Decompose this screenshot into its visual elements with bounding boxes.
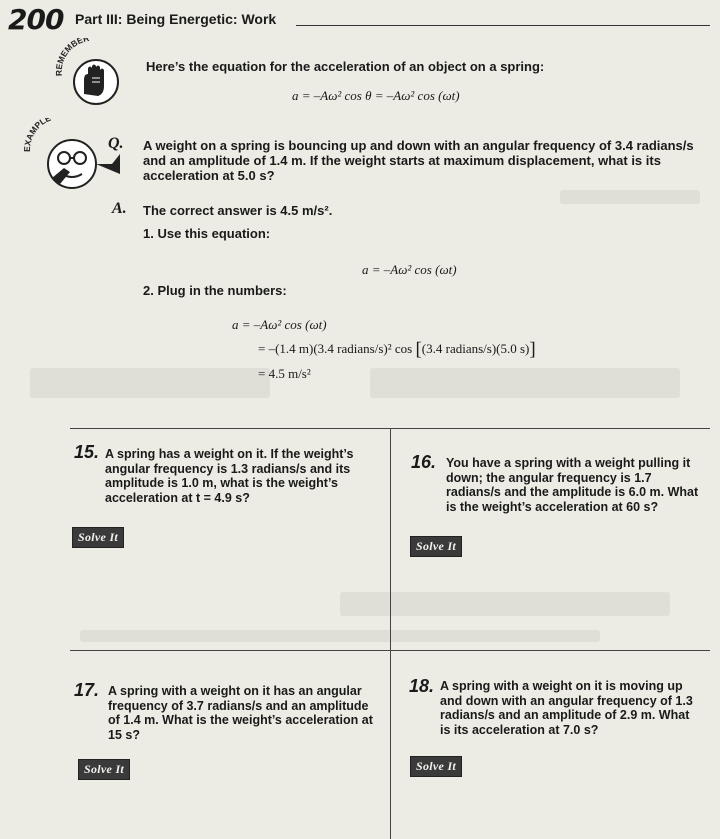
remember-text: Here’s the equation for the acceleration of an object on a spring: bbox=[146, 59, 545, 74]
example-question: A weight on a spring is bouncing up and down with an angular frequency of 3.4 radians/s and an amplitude of 1.4 m. If the weight starts at maximum displacement, what is its acceleration at 5.0 s? bbox=[143, 138, 694, 183]
example-label: AMPLE bbox=[24, 118, 53, 142]
step-1: 1. Use this equation: bbox=[143, 226, 271, 241]
calc-line-2-prefix: = –(1.4 m)(3.4 radians/s)² cos bbox=[258, 341, 413, 356]
answer-intro: The correct answer is 4.5 m/s². bbox=[143, 203, 333, 218]
exercise-18-solve-button[interactable]: Solve It bbox=[410, 756, 462, 777]
part-title: Part III: Being Energetic: Work bbox=[75, 11, 277, 27]
exercise-16-solve-button[interactable]: Solve It bbox=[410, 536, 462, 557]
grid-vertical-rule bbox=[390, 428, 391, 839]
header-rule bbox=[296, 25, 710, 26]
exercise-15-solve-button[interactable]: Solve It bbox=[72, 527, 124, 548]
exercise-17-number: 17. bbox=[74, 680, 100, 700]
left-bracket-symbol: [ bbox=[415, 339, 422, 360]
calc-line-2-inner: (3.4 radians/s)(5.0 s) bbox=[421, 341, 530, 356]
exercise-16-number: 16. bbox=[411, 452, 437, 472]
exercise-18-text: A spring with a weight on it is moving up and down with an angular frequency of 1.3 radians/s and an amplitude of 2.9 m. What is its acceleration at 7.0 s? bbox=[440, 679, 693, 737]
bleed-through bbox=[30, 368, 270, 398]
exercise-15-text: A spring has a weight on it. If the weight’s angular frequency is 1.3 radians/s and its amplitude is 1.0 m, what is the weight’s acceleration at t = 4.9 s? bbox=[105, 447, 354, 505]
exercise-16-text: You have a spring with a weight pulling it down; the angular frequency is 1.7 radians/s and the amplitude is 6.0 m. What is the weight’s acceleration at 60 s? bbox=[446, 456, 699, 514]
answer-label: A. bbox=[112, 200, 127, 217]
remember-label: REMEMBER bbox=[53, 38, 91, 77]
remember-icon bbox=[48, 38, 136, 108]
question-label: Q. bbox=[108, 135, 124, 152]
bleed-through bbox=[560, 190, 700, 204]
svg-text:EXAMPLE bbox=[24, 118, 53, 152]
exercise-17-solve-button[interactable]: Solve It bbox=[78, 759, 130, 780]
right-bracket-symbol: ] bbox=[529, 339, 536, 360]
calc-line-3: = 4.5 m/s² bbox=[258, 366, 311, 381]
bleed-through bbox=[370, 368, 680, 398]
step-2: 2. Plug in the numbers: bbox=[143, 283, 287, 298]
exercise-17-text: A spring with a weight on it has an angular frequency of 3.7 radians/s and an amplitude of 1.4 m. What is the weight’s acceleration at 15 s? bbox=[108, 684, 373, 742]
remember-equation: a = –Aω² cos θ = –Aω² cos (ωt) bbox=[292, 88, 460, 103]
exercise-18-number: 18. bbox=[409, 676, 435, 696]
page-number: 200 bbox=[8, 3, 64, 36]
example-icon bbox=[24, 118, 132, 194]
calc-line-1: a = –Aω² cos (ωt) bbox=[232, 317, 327, 332]
step-1-equation: a = –Aω² cos (ωt) bbox=[362, 262, 457, 277]
bleed-through bbox=[80, 630, 600, 642]
exercise-15-number: 15. bbox=[74, 442, 100, 462]
calc-line-2 bbox=[258, 339, 536, 360]
